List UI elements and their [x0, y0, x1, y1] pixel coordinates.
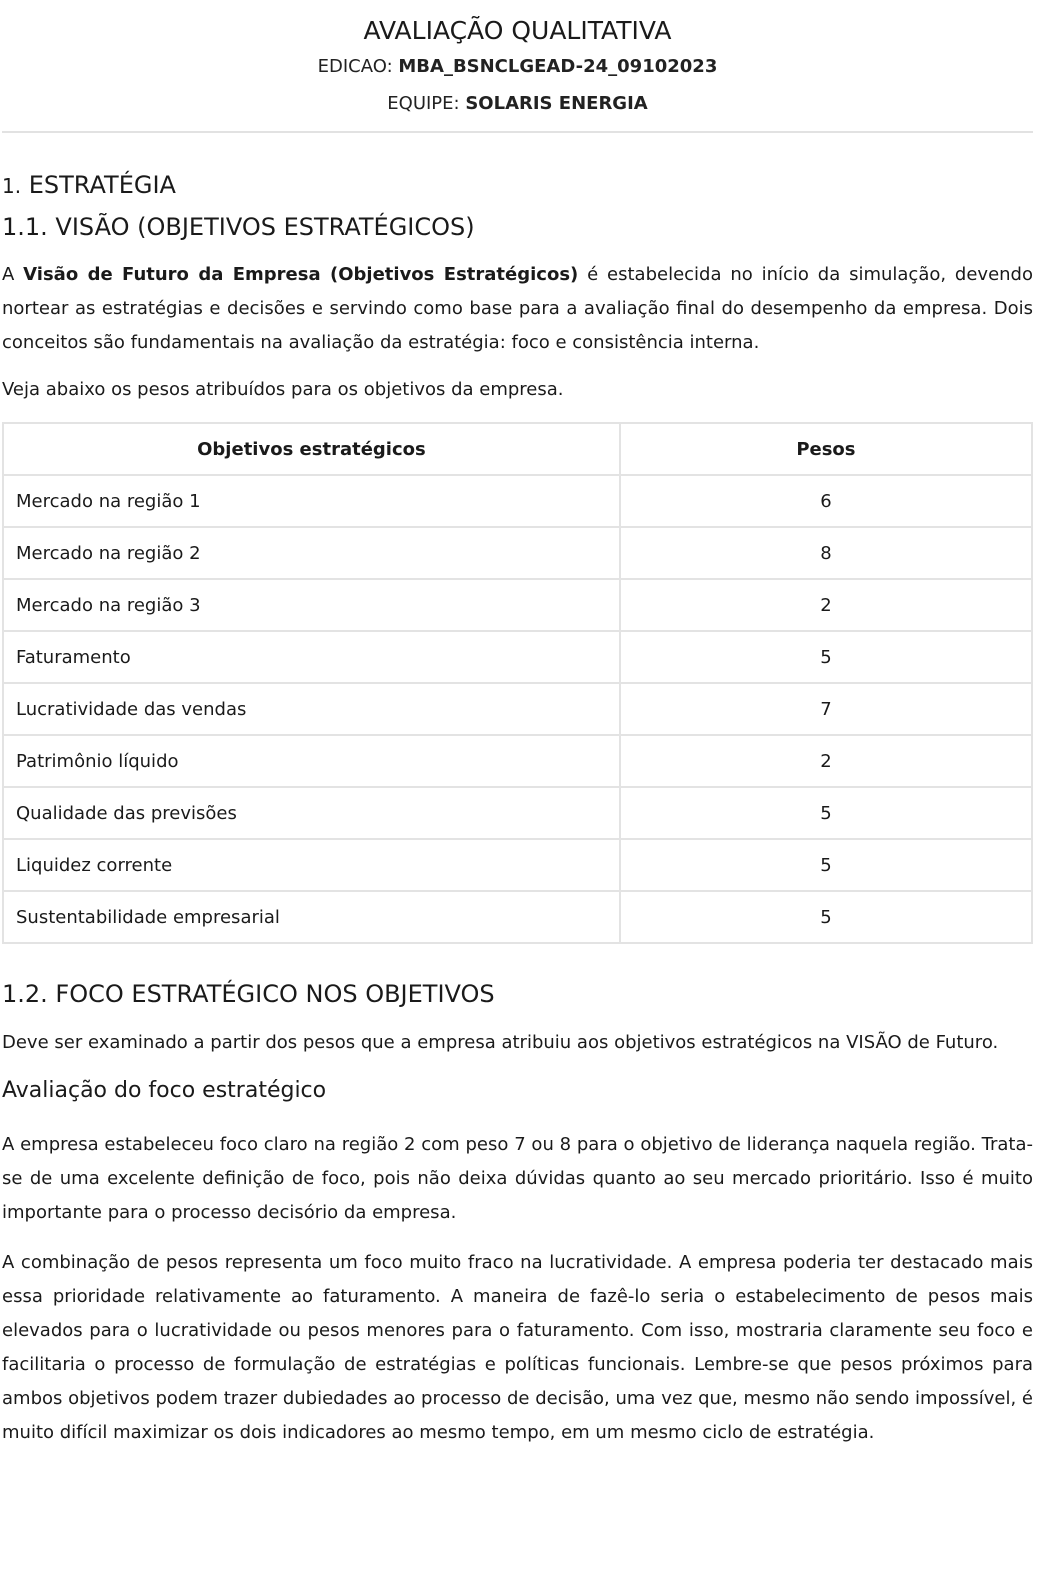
table-row: [3, 579, 1032, 631]
objective-cell: Faturamento: [3, 631, 620, 683]
table-row: [3, 475, 1032, 527]
intro-prefix: A: [2, 264, 24, 285]
column-header-objectives: Objetivos estratégicos: [3, 423, 620, 475]
section-title-text: ESTRATÉGIA: [21, 171, 176, 199]
focus-evaluation-paragraph-1: A empresa estabeleceu foco claro na região 2 com peso 7 ou 8 para o objetivo de liderança naquela região. Trata-se de uma excelente definição de foco, pois não deixa dúvidas quanto ao seu mercado prioritário. Isso é muito importante para o processo decisório da empresa.: [2, 1134, 1033, 1223]
objective-cell: Mercado na região 1: [3, 475, 620, 527]
document-title: AVALIAÇÃO QUALITATIVA: [363, 16, 672, 45]
objective-cell: Mercado na região 2: [3, 527, 620, 579]
weight-cell: 2: [620, 735, 1032, 787]
header-divider: [2, 131, 1033, 133]
team-line: [2, 85, 1033, 122]
table-header-row: [3, 423, 1032, 475]
weight-cell: 7: [620, 683, 1032, 735]
table-row: [3, 839, 1032, 891]
table-row: [3, 631, 1032, 683]
report-page: [2, 0, 1033, 1450]
subsection-heading-focus: 1.2. FOCO ESTRATÉGICO NOS OBJETIVOS: [2, 980, 495, 1008]
objective-cell: Patrimônio líquido: [3, 735, 620, 787]
report-header: [2, 0, 1033, 122]
weight-cell: 8: [620, 527, 1032, 579]
table-row: [3, 787, 1032, 839]
weight-cell: 6: [620, 475, 1032, 527]
focus-evaluation-paragraph-2: A combinação de pesos representa um foco muito fraco na lucratividade. A empresa poderia ter destacado mais essa prioridade relativamente ao faturamento. A maneira de fazê-lo seria o estabelecimento de pesos mais elevados para o lucratividade ou pesos menores para o faturamento. Com isso, mostraria claramente seu foco e facilitaria o processo de formulação de estratégias e políticas funcionais. Lembre-se que pesos próximos para ambos objetivos podem trazer dubiedades ao processo de decisão, uma vez que, mesmo não sendo impossível, é muito difícil maximizar os dois indicadores ao mesmo tempo, em um mesmo ciclo de estratégia.: [2, 1252, 1033, 1443]
objective-cell: Liquidez corrente: [3, 839, 620, 891]
weights-note: Veja abaixo os pesos atribuídos para os objetivos da empresa.: [2, 379, 564, 400]
intro-rest: é estabelecida no início da simulação, devendo nortear as estratégias e decisões e servindo como base para a avaliação final do desempenho da empresa. Dois conceitos são fundamentais na avaliação da estratégia: foco e consistência interna.: [2, 264, 1033, 353]
weight-cell: 5: [620, 787, 1032, 839]
column-header-weights: Pesos: [620, 423, 1032, 475]
team-label: EQUIPE:: [387, 93, 466, 114]
section-heading-strategy: [2, 167, 1033, 203]
objective-cell: Sustentabilidade empresarial: [3, 891, 620, 943]
objective-cell: Qualidade das previsões: [3, 787, 620, 839]
objectives-weights-table: [2, 422, 1033, 944]
edition-line: [2, 48, 1033, 85]
weight-cell: 5: [620, 891, 1032, 943]
edition-value: MBA_BSNCLGEAD-24_09102023: [398, 56, 718, 77]
objective-cell: Mercado na região 3: [3, 579, 620, 631]
table-row: [3, 735, 1032, 787]
focus-description: Deve ser examinado a partir dos pesos que a empresa atribuiu aos objetivos estratégicos na VISÃO de Futuro.: [2, 1032, 999, 1053]
weight-cell: 2: [620, 579, 1032, 631]
weight-cell: 5: [620, 839, 1032, 891]
section-number: 1.: [2, 174, 22, 198]
weight-cell: 5: [620, 631, 1032, 683]
focus-evaluation-heading: Avaliação do foco estratégico: [2, 1078, 327, 1103]
intro-bold-term: Visão de Futuro da Empresa (Objetivos Estratégicos): [23, 264, 579, 285]
table-row: [3, 683, 1032, 735]
objective-cell: Lucratividade das vendas: [3, 683, 620, 735]
vision-intro-paragraph: [2, 258, 1033, 360]
edition-label: EDICAO:: [317, 56, 399, 77]
table-row: [3, 527, 1032, 579]
team-value: SOLARIS ENERGIA: [465, 93, 648, 114]
subsection-heading-vision: 1.1. VISÃO (OBJETIVOS ESTRATÉGICOS): [2, 213, 475, 241]
table-row: [3, 891, 1032, 943]
